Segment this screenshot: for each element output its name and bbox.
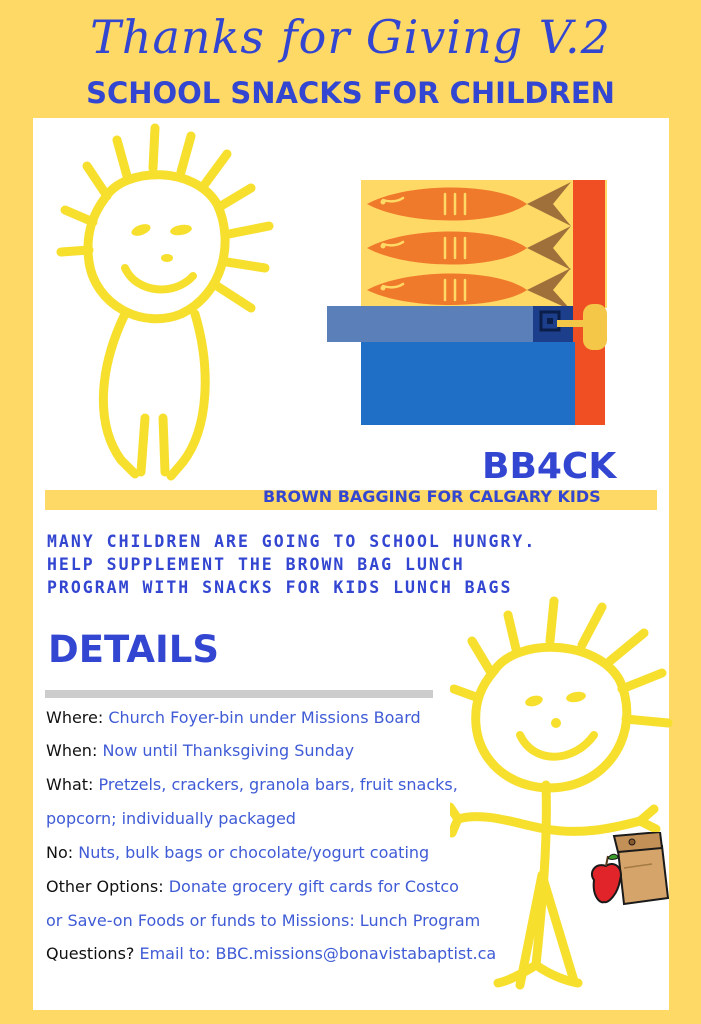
intro-line: HELP SUPPLEMENT THE BROWN BAG LUNCH (47, 555, 465, 574)
details-other-options (46, 877, 459, 896)
detail-value: Now until Thanksgiving Sunday (102, 741, 355, 760)
details-what-continued (46, 809, 296, 828)
detail-value: Donate grocery gift cards for Costco (168, 877, 459, 896)
sun-face-kid-drawing (55, 118, 305, 488)
stick-figure-kid-drawing (450, 585, 690, 995)
detail-value: or Save-on Foods or funds to Missions: Lunch Program (46, 911, 481, 930)
detail-value: Pretzels, crackers, granola bars, fruit snacks, (98, 775, 458, 794)
details-when (46, 741, 354, 760)
detail-label: Questions? (46, 944, 135, 963)
details-other-options-continued (46, 911, 480, 930)
script-title: Thanks for Giving V.2 (90, 10, 611, 64)
detail-label: What: (46, 775, 94, 794)
detail-value: Nuts, bulk bags or chocolate/yogurt coating (78, 843, 430, 862)
details-where (46, 708, 421, 727)
sardine-tin-icon (327, 180, 612, 425)
details-no (46, 843, 429, 862)
details-what (46, 775, 458, 794)
detail-label: Other Options: (46, 877, 164, 896)
detail-label: When: (46, 741, 98, 760)
details-divider (45, 690, 433, 698)
detail-label: No: (46, 843, 74, 862)
email-link[interactable]: Email to: BBC.missions@bonavistabaptist.ca (139, 944, 497, 963)
detail-value: popcorn; individually packaged (46, 809, 296, 828)
intro-line: PROGRAM WITH SNACKS FOR KIDS LUNCH BAGS (47, 578, 513, 597)
main-title: SCHOOL SNACKS FOR CHILDREN (86, 76, 615, 110)
detail-label: Where: (46, 708, 104, 727)
detail-value: Church Foyer-bin under Missions Board (108, 708, 421, 727)
brown-bag-with-apple-icon (588, 832, 674, 912)
details-heading: DETAILS (48, 628, 219, 671)
details-questions (46, 944, 496, 963)
program-acronym: BB4CK (482, 446, 617, 487)
intro-line: MANY CHILDREN ARE GOING TO SCHOOL HUNGRY. (47, 532, 537, 551)
program-full-name: BROWN BAGGING FOR CALGARY KIDS (263, 487, 601, 506)
